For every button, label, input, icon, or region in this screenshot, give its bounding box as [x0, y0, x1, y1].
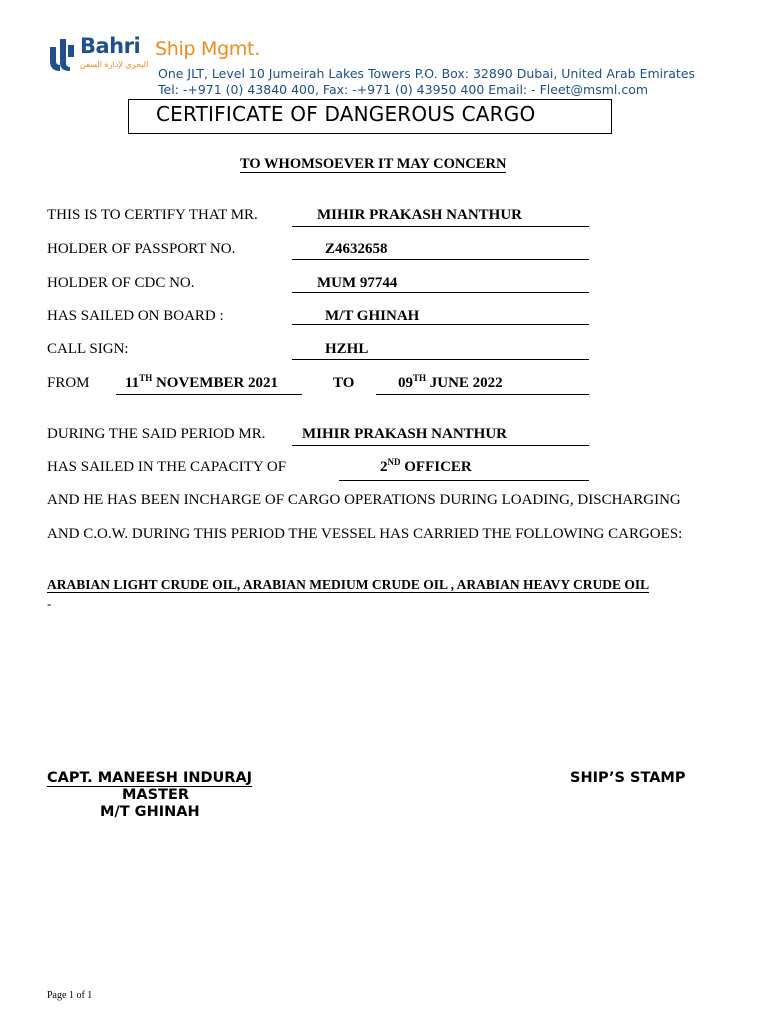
vessel-label: HAS SAILED ON BOARD : — [47, 308, 224, 324]
cdc-label: HOLDER OF CDC NO. — [47, 275, 195, 291]
master-vessel: M/T GHINAH — [100, 804, 200, 820]
from-line — [116, 394, 302, 395]
certify-label: THIS IS TO CERTIFY THAT MR. — [47, 207, 258, 223]
to-date: 09TH JUNE 2022 — [398, 373, 503, 391]
cdc-value: MUM 97744 — [317, 275, 398, 291]
body-line-1: AND HE HAS BEEN INCHARGE OF CARGO OPERATIONS DURING LOADING, DISCHARGING — [47, 492, 681, 508]
capacity-label: HAS SAILED IN THE CAPACITY OF — [47, 459, 287, 475]
callsign-value: HZHL — [325, 341, 369, 357]
address-line-2: Tel: -+971 (0) 43840 400, Fax: -+971 (0) 43950 400 Email: - Fleet@msml.com — [158, 82, 649, 97]
passport-value: Z4632658 — [325, 241, 388, 257]
callsign-label: CALL SIGN: — [47, 341, 129, 357]
period-line — [292, 445, 589, 446]
page-number: Page 1 of 1 — [47, 990, 93, 1001]
body-line-2: AND C.O.W. DURING THIS PERIOD THE VESSEL HAS CARRIED THE FOLLOWING CARGOES: — [47, 526, 683, 542]
certify-line — [292, 226, 589, 227]
period-label: DURING THE SAID PERIOD MR. — [47, 426, 266, 442]
logo-arabic-text: البحري لإدارة السفن — [80, 60, 149, 69]
passport-label: HOLDER OF PASSPORT NO. — [47, 241, 236, 257]
document-title: CERTIFICATE OF DANGEROUS CARGO — [156, 102, 536, 126]
salutation: TO WHOMSOEVER IT MAY CONCERN — [240, 156, 507, 172]
address-line-1: One JLT, Level 10 Jumeirah Lakes Towers P.O. Box: 32890 Dubai, United Arab Emirates — [158, 66, 696, 81]
cdc-line — [292, 292, 589, 293]
certify-value: MIHIR PRAKASH NANTHUR — [317, 207, 523, 223]
cargo-list: ARABIAN LIGHT CRUDE OIL, ARABIAN MEDIUM CRUDE OIL , ARABIAN HEAVY CRUDE OIL — [47, 577, 650, 592]
capacity-value: 2ND OFFICER — [380, 457, 472, 475]
logo-tagline: Ship Mgmt. — [155, 38, 260, 60]
period-value: MIHIR PRAKASH NANTHUR — [302, 426, 508, 442]
logo-wordmark: Bahri — [80, 34, 141, 58]
to-line — [376, 394, 589, 395]
bahri-logo-icon — [48, 37, 78, 73]
vessel-value: M/T GHINAH — [325, 308, 420, 324]
from-label: FROM — [47, 375, 90, 391]
capacity-line — [339, 480, 589, 481]
passport-line — [292, 259, 589, 260]
from-date: 11TH NOVEMBER 2021 — [125, 373, 279, 391]
ships-stamp-label: SHIP’S STAMP — [570, 770, 686, 786]
cargo-trail: - — [47, 596, 52, 611]
master-name: CAPT. MANEESH INDURAJ — [47, 770, 253, 786]
to-label: TO — [333, 375, 355, 391]
callsign-line — [292, 359, 589, 360]
master-rank: MASTER — [122, 787, 190, 803]
vessel-line — [292, 324, 589, 325]
